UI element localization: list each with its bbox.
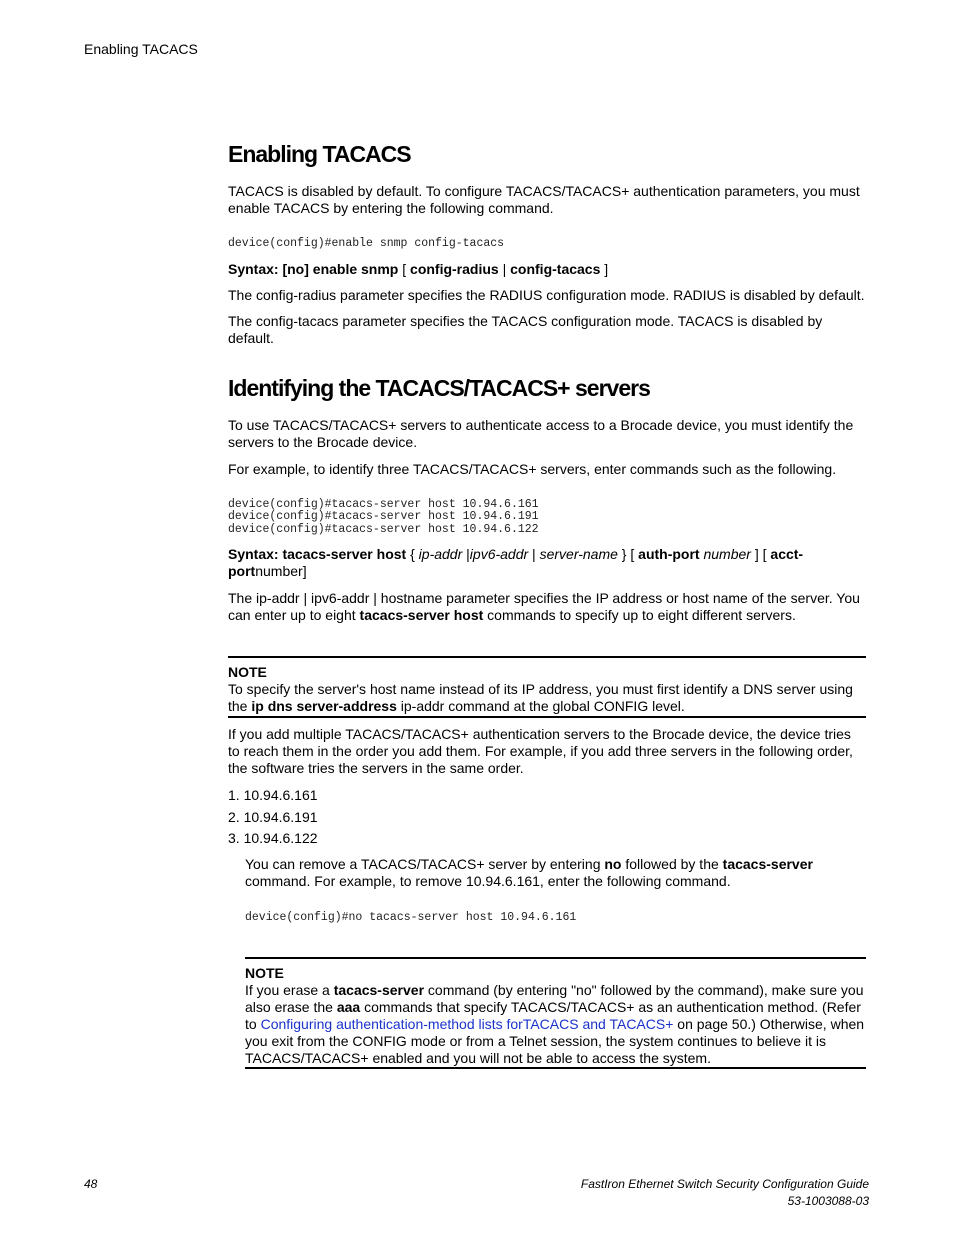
footer-doc-info xyxy=(581,1176,869,1210)
code-enable-snmp: device(config)#enable snmp config-tacacs xyxy=(228,237,505,250)
code-tacacs-server-hosts xyxy=(228,499,866,537)
page-number: 48 xyxy=(84,1177,98,1191)
note-title: NOTE xyxy=(228,664,267,681)
code-line: device(config)#tacacs-server host 10.94.6.161 xyxy=(228,497,539,511)
para-ip-addr: The ip-addr | ipv6-addr | hostname parameter specifies the IP address or host name of the server. You can enter up to eight tacacs-server host commands to specify up to eight different servers. xyxy=(228,590,860,624)
list-item: 3. 10.94.6.122 xyxy=(228,830,318,847)
para-multiple-servers: If you add multiple TACACS/TACACS+ authentication servers to the Brocade device, the device tries to reach them in the order you add them. For example, if you add three servers in the following order, the software tries the servers in the same order. xyxy=(228,726,853,777)
section2-example: For example, to identify three TACACS/TACACS+ servers, enter commands such as the following. xyxy=(228,460,837,477)
server-order-list xyxy=(228,787,866,847)
indented-block xyxy=(245,856,866,1069)
list-item: 2. 10.94.6.191 xyxy=(228,808,318,825)
list-item: 1. 10.94.6.161 xyxy=(228,787,318,804)
section2-intro: To use TACACS/TACACS+ servers to authenticate access to a Brocade device, you must identify the servers to the Brocade device. xyxy=(228,416,854,450)
para-remove-server: You can remove a TACACS/TACACS+ server by entering no followed by the tacacs-server command. For example, to remove 10.94.6.161, enter the following command. xyxy=(245,856,813,890)
footer-doc-title: FastIron Ethernet Switch Security Configuration Guide xyxy=(580,1177,869,1191)
para-config-tacacs: The config-tacacs parameter specifies the TACACS configuration mode. TACACS is disabled by default. xyxy=(228,312,823,346)
section1-intro: TACACS is disabled by default. To configure TACACS/TACACS+ authentication parameters, you must enable TACACS by entering the following command. xyxy=(228,183,860,216)
section-title-identifying-servers: Identifying the TACACS/TACACS+ servers xyxy=(228,374,650,401)
code-line: device(config)#tacacs-server host 10.94.6.122 xyxy=(228,522,539,536)
footer-doc-number: 53-1003088-03 xyxy=(787,1194,869,1208)
section-title-enabling-tacacs: Enabling TACACS xyxy=(228,141,411,167)
code-no-tacacs-server: device(config)#no tacacs-server host 10.94.6.161 xyxy=(245,911,577,925)
para-config-radius: The config-radius parameter specifies the RADIUS configuration mode. RADIUS is disabled by default. xyxy=(228,286,865,303)
running-header: Enabling TACACS xyxy=(84,41,198,57)
note-erase-tacacs xyxy=(245,957,866,1069)
note-title: NOTE xyxy=(245,964,284,981)
note-dns-server xyxy=(228,656,866,718)
syntax-enable-snmp: Syntax: [no] enable snmp [ config-radius | config-tacacs ] xyxy=(228,260,609,277)
syntax-tacacs-server-host: Syntax: tacacs-server host { ip-addr |ipv6-addr | server-name } [ auth-port number ] [ acct-portnumber] xyxy=(228,546,804,580)
page-content xyxy=(228,140,866,1069)
cross-reference-link[interactable]: Configuring authentication-method lists forTACACS and TACACS+ xyxy=(260,1015,674,1032)
note-text: To specify the server's host name instead of its IP address, you must first identify a DNS server using the ip dns server-address ip-addr command at the global CONFIG level. xyxy=(228,681,853,715)
note-text: If you erase a tacacs-server command (by entering "no" followed by the command), make sure you also erase the aaa commands that specify TACACS/TACACS+ as an authentication method. (Refer to Configuring authentication-method lists forTACACS and TACACS+ on page 50.) Otherwise, when you exit from the CONFIG mode or from a Telnet session, the system continues to believe it is TACACS/TACACS+ enabled and you will not be able to access the system. xyxy=(245,981,865,1066)
code-line: device(config)#tacacs-server host 10.94.6.191 xyxy=(228,510,539,524)
